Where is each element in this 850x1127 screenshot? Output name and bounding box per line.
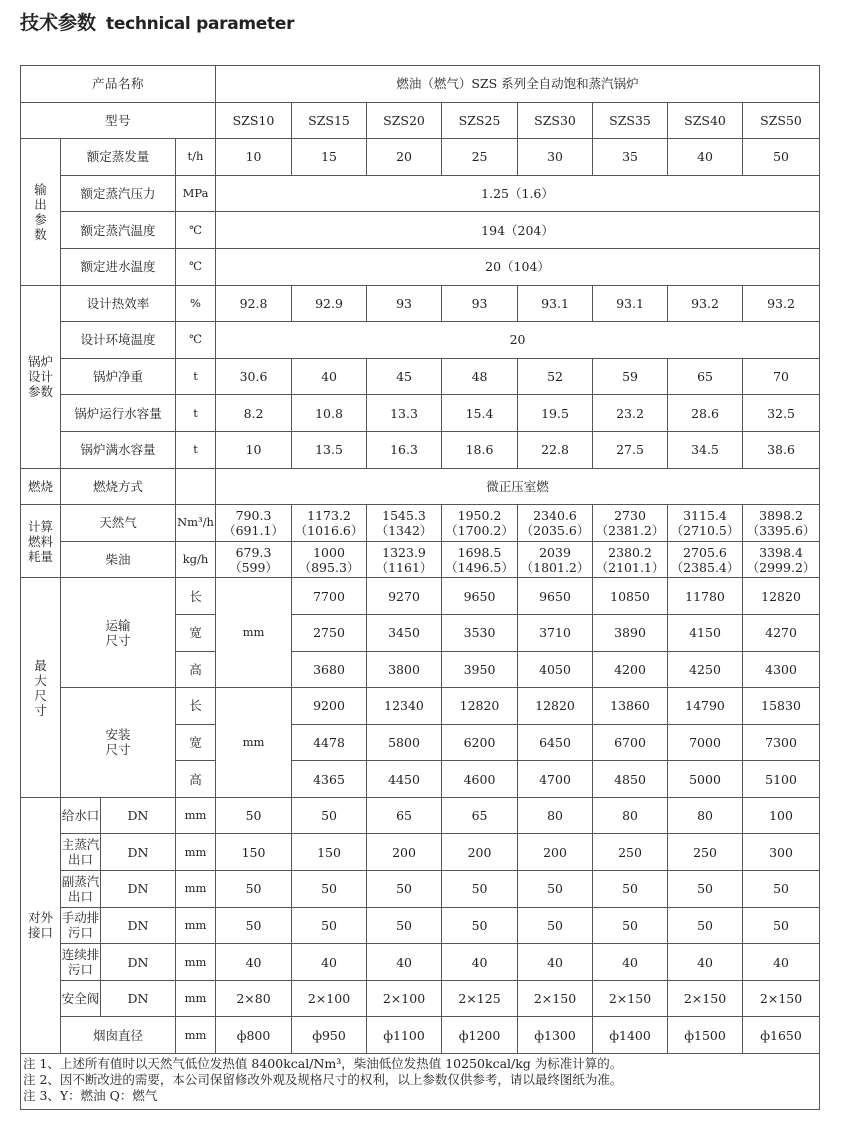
value-cell: 250 bbox=[668, 834, 743, 871]
value-cell: 34.5 bbox=[668, 431, 743, 468]
note-line: 注 2、因不断改进的需要，本公司保留修改外观及规格尺寸的权利，以上参数仅供参考，请以最终图纸为准。 bbox=[23, 1072, 623, 1088]
transport-label: 运输 尺寸 bbox=[61, 578, 176, 688]
value-cell: 4850 bbox=[593, 761, 668, 798]
row-code: DN bbox=[101, 980, 176, 1017]
product-name: 燃油（燃气）SZS 系列全自动饱和蒸汽锅炉 bbox=[216, 66, 820, 103]
value-cell: 3115.4 （2710.5） bbox=[668, 505, 743, 542]
group-design: 锅炉 设计 参数 bbox=[21, 285, 61, 468]
row-unit: t/h bbox=[176, 139, 216, 176]
value-cell: 5100 bbox=[743, 761, 820, 798]
value-cell: 2380.2 （2101.1） bbox=[593, 541, 668, 578]
row-name: 给水口 bbox=[61, 797, 101, 834]
value-cell: 93.2 bbox=[668, 285, 743, 322]
model-cell: SZS40 bbox=[668, 102, 743, 139]
value-cell: 3898.2 （3395.6） bbox=[743, 505, 820, 542]
value-cell: 9270 bbox=[367, 578, 442, 615]
row-name: 锅炉满水容量 bbox=[61, 431, 176, 468]
value-cell: 3950 bbox=[442, 651, 518, 688]
row-name: 额定蒸发量 bbox=[61, 139, 176, 176]
value-cell: 50 bbox=[668, 871, 743, 908]
value-cell: 50 bbox=[367, 907, 442, 944]
value-cell: 2×150 bbox=[668, 980, 743, 1017]
value-cell: 80 bbox=[518, 797, 593, 834]
row-unit: mm bbox=[176, 797, 216, 834]
value-cell: 50 bbox=[593, 907, 668, 944]
value-cell: 7000 bbox=[668, 724, 743, 761]
row-code: DN bbox=[101, 871, 176, 908]
row-name: 烟囱直径 bbox=[61, 1017, 176, 1054]
value-cell: 100 bbox=[743, 797, 820, 834]
value-cell: 1323.9 （1161） bbox=[367, 541, 442, 578]
table-row bbox=[21, 541, 820, 578]
value-cell: ф1650 bbox=[743, 1017, 820, 1054]
value-cell: 40 bbox=[442, 944, 518, 981]
value-cell: 2×125 bbox=[442, 980, 518, 1017]
value-cell: 93.2 bbox=[743, 285, 820, 322]
value-cell: ф1500 bbox=[668, 1017, 743, 1054]
value-cell: 40 bbox=[292, 944, 367, 981]
notes-row bbox=[21, 1054, 820, 1110]
value-cell: 9650 bbox=[442, 578, 518, 615]
value-cell: ф1100 bbox=[367, 1017, 442, 1054]
row-unit: MPa bbox=[176, 175, 216, 212]
value-cell: 150 bbox=[216, 834, 292, 871]
value-cell: 5000 bbox=[668, 761, 743, 798]
row-name: 额定蒸汽压力 bbox=[61, 175, 176, 212]
value-cell: 2×150 bbox=[593, 980, 668, 1017]
table-row bbox=[21, 66, 820, 103]
note-line: 注 1、上述所有值时以天然气低位发热值 8400kcal/Nm³，柴油低位发热值 10250kcal/kg 为标准计算的。 bbox=[23, 1056, 623, 1072]
value-cell: 2×150 bbox=[743, 980, 820, 1017]
value-cell: 6200 bbox=[442, 724, 518, 761]
group-burn: 燃烧 bbox=[21, 468, 61, 505]
model-cell: SZS35 bbox=[593, 102, 668, 139]
value-cell: 200 bbox=[367, 834, 442, 871]
span-value: 1.25（1.6） bbox=[216, 175, 820, 212]
value-cell: 45 bbox=[367, 358, 442, 395]
value-cell: 1950.2 （1700.2） bbox=[442, 505, 518, 542]
row-code: DN bbox=[101, 834, 176, 871]
value-cell: ф800 bbox=[216, 1017, 292, 1054]
row-name: 锅炉净重 bbox=[61, 358, 176, 395]
dim-label: 长 bbox=[176, 578, 216, 615]
value-cell: 2×80 bbox=[216, 980, 292, 1017]
value-cell: 50 bbox=[518, 907, 593, 944]
value-cell: 40 bbox=[743, 944, 820, 981]
value-cell: 1545.3 （1342） bbox=[367, 505, 442, 542]
row-unit: t bbox=[176, 431, 216, 468]
value-cell: 92.8 bbox=[216, 285, 292, 322]
value-cell: 12340 bbox=[367, 688, 442, 725]
value-cell: 250 bbox=[593, 834, 668, 871]
value-cell: 50 bbox=[292, 797, 367, 834]
value-cell: 4300 bbox=[743, 651, 820, 688]
value-cell: 23.2 bbox=[593, 395, 668, 432]
dim-label: 长 bbox=[176, 688, 216, 725]
value-cell: 4150 bbox=[668, 614, 743, 651]
group-fuel: 计算 燃料 耗量 bbox=[21, 505, 61, 578]
value-cell: 19.5 bbox=[518, 395, 593, 432]
table-row bbox=[21, 1017, 820, 1054]
value-cell: 1000 （895.3） bbox=[292, 541, 367, 578]
value-cell: 1698.5 （1496.5） bbox=[442, 541, 518, 578]
value-cell: 13.5 bbox=[292, 431, 367, 468]
value-cell: 4478 bbox=[292, 724, 367, 761]
dim-label: 高 bbox=[176, 651, 216, 688]
size-unit: mm bbox=[216, 688, 292, 798]
value-cell: 4200 bbox=[593, 651, 668, 688]
value-cell: 6450 bbox=[518, 724, 593, 761]
value-cell: 25 bbox=[442, 139, 518, 176]
row-unit: ℃ bbox=[176, 322, 216, 359]
value-cell: 2750 bbox=[292, 614, 367, 651]
value-cell: 48 bbox=[442, 358, 518, 395]
value-cell: 4270 bbox=[743, 614, 820, 651]
table-row bbox=[21, 322, 820, 359]
dim-label: 宽 bbox=[176, 614, 216, 651]
value-cell: 50 bbox=[593, 871, 668, 908]
value-cell: 15.4 bbox=[442, 395, 518, 432]
row-name: 副蒸汽出口 bbox=[61, 871, 101, 908]
value-cell: 50 bbox=[216, 797, 292, 834]
value-cell: 1173.2 （1016.6） bbox=[292, 505, 367, 542]
row-unit: ℃ bbox=[176, 212, 216, 249]
table-row bbox=[21, 212, 820, 249]
table-row bbox=[21, 688, 820, 725]
value-cell: 9200 bbox=[292, 688, 367, 725]
table-row bbox=[21, 578, 820, 615]
value-cell: 3890 bbox=[593, 614, 668, 651]
value-cell: 6700 bbox=[593, 724, 668, 761]
value-cell: 2340.6 （2035.6） bbox=[518, 505, 593, 542]
value-cell: 40 bbox=[367, 944, 442, 981]
value-cell: 38.6 bbox=[743, 431, 820, 468]
value-cell: 10 bbox=[216, 431, 292, 468]
value-cell: 4700 bbox=[518, 761, 593, 798]
note-line: 注 3、Y：燃油 Q：燃气 bbox=[23, 1088, 158, 1104]
span-value: 20（104） bbox=[216, 248, 820, 285]
value-cell: 150 bbox=[292, 834, 367, 871]
value-cell: 50 bbox=[216, 907, 292, 944]
row-name: 额定进水温度 bbox=[61, 248, 176, 285]
table-row bbox=[21, 980, 820, 1017]
value-cell: 50 bbox=[292, 871, 367, 908]
value-cell: 50 bbox=[743, 907, 820, 944]
value-cell: 35 bbox=[593, 139, 668, 176]
row-name: 连续排污口 bbox=[61, 944, 101, 981]
value-cell: 40 bbox=[668, 944, 743, 981]
value-cell: 10.8 bbox=[292, 395, 367, 432]
value-cell: 70 bbox=[743, 358, 820, 395]
value-cell: 4600 bbox=[442, 761, 518, 798]
value-cell: 790.3 （691.1） bbox=[216, 505, 292, 542]
table-row bbox=[21, 797, 820, 834]
table-row bbox=[21, 248, 820, 285]
notes-cell bbox=[21, 1054, 820, 1110]
dim-label: 宽 bbox=[176, 724, 216, 761]
page-title bbox=[20, 8, 294, 35]
value-cell: 3680 bbox=[292, 651, 367, 688]
value-cell: 12820 bbox=[518, 688, 593, 725]
value-cell: 93 bbox=[442, 285, 518, 322]
value-cell: 10850 bbox=[593, 578, 668, 615]
value-cell: 2×150 bbox=[518, 980, 593, 1017]
value-cell: ф1300 bbox=[518, 1017, 593, 1054]
row-unit: kg/h bbox=[176, 541, 216, 578]
table-row bbox=[21, 102, 820, 139]
row-name: 额定蒸汽温度 bbox=[61, 212, 176, 249]
title-cn: 技术参数 bbox=[20, 12, 97, 34]
value-cell: 80 bbox=[593, 797, 668, 834]
value-cell: 59 bbox=[593, 358, 668, 395]
table-row bbox=[21, 871, 820, 908]
table-body bbox=[21, 66, 820, 1110]
value-cell: 13.3 bbox=[367, 395, 442, 432]
value-cell: 7700 bbox=[292, 578, 367, 615]
value-cell: 4250 bbox=[668, 651, 743, 688]
row-unit: mm bbox=[176, 871, 216, 908]
value-cell: 50 bbox=[442, 871, 518, 908]
value-cell: 30 bbox=[518, 139, 593, 176]
group-size: 最 大 尺 寸 bbox=[21, 578, 61, 798]
value-cell: ф1200 bbox=[442, 1017, 518, 1054]
value-cell: 18.6 bbox=[442, 431, 518, 468]
span-value: 194（204） bbox=[216, 212, 820, 249]
table-row bbox=[21, 907, 820, 944]
value-cell: 4050 bbox=[518, 651, 593, 688]
row-unit bbox=[176, 468, 216, 505]
row-unit: t bbox=[176, 395, 216, 432]
row-code: DN bbox=[101, 907, 176, 944]
model-cell: SZS15 bbox=[292, 102, 367, 139]
value-cell: 4365 bbox=[292, 761, 367, 798]
value-cell: 32.5 bbox=[743, 395, 820, 432]
row-unit: t bbox=[176, 358, 216, 395]
value-cell: 9650 bbox=[518, 578, 593, 615]
value-cell: 50 bbox=[367, 871, 442, 908]
group-ports: 对外 接口 bbox=[21, 797, 61, 1053]
value-cell: 30.6 bbox=[216, 358, 292, 395]
value-cell: 80 bbox=[668, 797, 743, 834]
value-cell: 3450 bbox=[367, 614, 442, 651]
value-cell: 679.3 （599） bbox=[216, 541, 292, 578]
row-name: 安全阀 bbox=[61, 980, 101, 1017]
value-cell: 93.1 bbox=[593, 285, 668, 322]
row-unit: Nm³/h bbox=[176, 505, 216, 542]
value-cell: 12820 bbox=[442, 688, 518, 725]
value-cell: 93 bbox=[367, 285, 442, 322]
value-cell: 4450 bbox=[367, 761, 442, 798]
model-label: 型号 bbox=[21, 102, 216, 139]
value-cell: 5800 bbox=[367, 724, 442, 761]
span-value: 微正压室燃 bbox=[216, 468, 820, 505]
row-code: DN bbox=[101, 944, 176, 981]
model-cell: SZS25 bbox=[442, 102, 518, 139]
value-cell: 200 bbox=[442, 834, 518, 871]
row-name: 天然气 bbox=[61, 505, 176, 542]
value-cell: 28.6 bbox=[668, 395, 743, 432]
row-unit: mm bbox=[176, 834, 216, 871]
table-row bbox=[21, 395, 820, 432]
value-cell: 300 bbox=[743, 834, 820, 871]
value-cell: 3530 bbox=[442, 614, 518, 651]
row-unit: % bbox=[176, 285, 216, 322]
value-cell: 11780 bbox=[668, 578, 743, 615]
value-cell: 93.1 bbox=[518, 285, 593, 322]
row-name: 锅炉运行水容量 bbox=[61, 395, 176, 432]
value-cell: 2039 （1801.2） bbox=[518, 541, 593, 578]
technical-parameter-table bbox=[20, 65, 820, 1110]
row-unit: mm bbox=[176, 944, 216, 981]
value-cell: ф950 bbox=[292, 1017, 367, 1054]
row-unit: mm bbox=[176, 1017, 216, 1054]
value-cell: 8.2 bbox=[216, 395, 292, 432]
row-name: 设计环境温度 bbox=[61, 322, 176, 359]
value-cell: 3398.4 （2999.2） bbox=[743, 541, 820, 578]
row-code: DN bbox=[101, 797, 176, 834]
value-cell: 3710 bbox=[518, 614, 593, 651]
value-cell: 40 bbox=[216, 944, 292, 981]
value-cell: 200 bbox=[518, 834, 593, 871]
row-name: 主蒸汽出口 bbox=[61, 834, 101, 871]
model-cell: SZS20 bbox=[367, 102, 442, 139]
install-label: 安装 尺寸 bbox=[61, 688, 176, 798]
dim-label: 高 bbox=[176, 761, 216, 798]
row-name: 燃烧方式 bbox=[61, 468, 176, 505]
value-cell: 50 bbox=[216, 871, 292, 908]
value-cell: 13860 bbox=[593, 688, 668, 725]
value-cell: 10 bbox=[216, 139, 292, 176]
value-cell: 40 bbox=[593, 944, 668, 981]
value-cell: 27.5 bbox=[593, 431, 668, 468]
model-cell: SZS30 bbox=[518, 102, 593, 139]
row-name: 手动排污口 bbox=[61, 907, 101, 944]
value-cell: 2705.6 （2385.4） bbox=[668, 541, 743, 578]
value-cell: 65 bbox=[442, 797, 518, 834]
product-label: 产品名称 bbox=[21, 66, 216, 103]
table-row bbox=[21, 358, 820, 395]
value-cell: 2730 （2381.2） bbox=[593, 505, 668, 542]
value-cell: 16.3 bbox=[367, 431, 442, 468]
value-cell: 50 bbox=[442, 907, 518, 944]
row-unit: mm bbox=[176, 980, 216, 1017]
value-cell: 7300 bbox=[743, 724, 820, 761]
value-cell: 2×100 bbox=[292, 980, 367, 1017]
value-cell: 50 bbox=[668, 907, 743, 944]
table-row bbox=[21, 505, 820, 542]
value-cell: 50 bbox=[518, 871, 593, 908]
value-cell: 12820 bbox=[743, 578, 820, 615]
table-row bbox=[21, 139, 820, 176]
group-output: 输 出 参 数 bbox=[21, 139, 61, 285]
title-en: technical parameter bbox=[106, 14, 295, 34]
table-row bbox=[21, 944, 820, 981]
table-row bbox=[21, 431, 820, 468]
value-cell: 40 bbox=[292, 358, 367, 395]
model-cell: SZS10 bbox=[216, 102, 292, 139]
model-cell: SZS50 bbox=[743, 102, 820, 139]
value-cell: 50 bbox=[743, 139, 820, 176]
value-cell: 50 bbox=[292, 907, 367, 944]
value-cell: 3800 bbox=[367, 651, 442, 688]
value-cell: 50 bbox=[743, 871, 820, 908]
value-cell: 22.8 bbox=[518, 431, 593, 468]
value-cell: 40 bbox=[518, 944, 593, 981]
value-cell: 2×100 bbox=[367, 980, 442, 1017]
value-cell: 20 bbox=[367, 139, 442, 176]
value-cell: ф1400 bbox=[593, 1017, 668, 1054]
value-cell: 15830 bbox=[743, 688, 820, 725]
value-cell: 92.9 bbox=[292, 285, 367, 322]
value-cell: 65 bbox=[668, 358, 743, 395]
span-value: 20 bbox=[216, 322, 820, 359]
table-row bbox=[21, 285, 820, 322]
value-cell: 52 bbox=[518, 358, 593, 395]
row-unit: mm bbox=[176, 907, 216, 944]
value-cell: 65 bbox=[367, 797, 442, 834]
table-row bbox=[21, 175, 820, 212]
value-cell: 40 bbox=[668, 139, 743, 176]
table-row bbox=[21, 834, 820, 871]
table-row bbox=[21, 468, 820, 505]
row-name: 柴油 bbox=[61, 541, 176, 578]
value-cell: 14790 bbox=[668, 688, 743, 725]
row-unit: ℃ bbox=[176, 248, 216, 285]
row-name: 设计热效率 bbox=[61, 285, 176, 322]
value-cell: 15 bbox=[292, 139, 367, 176]
size-unit: mm bbox=[216, 578, 292, 688]
